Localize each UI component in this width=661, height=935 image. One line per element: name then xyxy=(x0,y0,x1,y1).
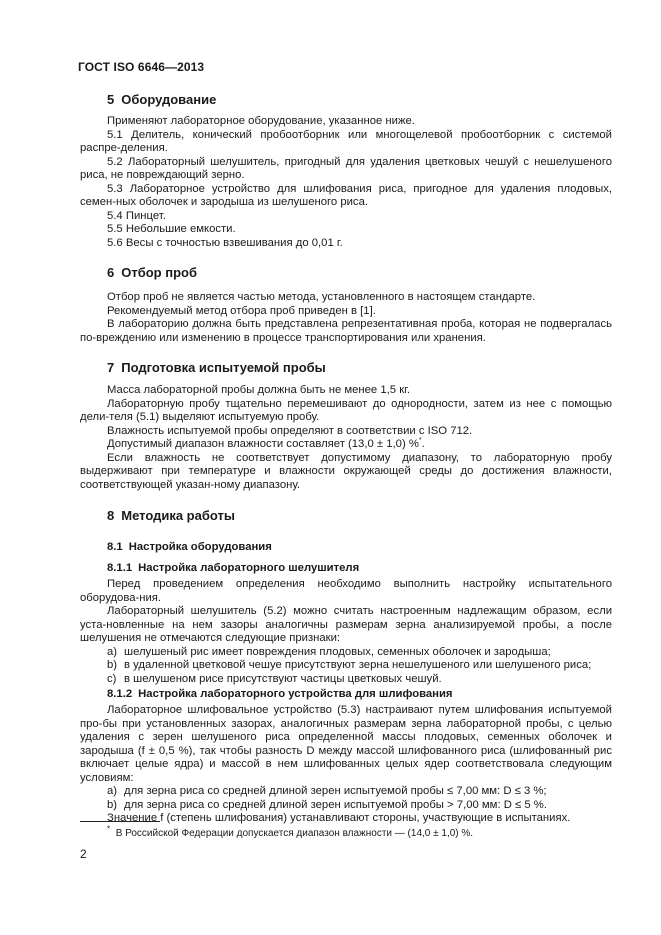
section-7-body xyxy=(80,384,612,492)
subsection-8-1-2-heading xyxy=(80,688,639,702)
list-text: шелушеный рис имеет повреждения плодовых, семенных оболочек и зародыша; xyxy=(124,645,551,658)
item-number: 5.3 xyxy=(107,182,123,195)
section-number: 8 xyxy=(107,508,115,523)
item-text: Лабораторное устройство для шлифования риса, пригодное для удаления плодовых, семен-ных оболочек и зародыша из шелушеного риса. xyxy=(80,182,613,208)
subsection-number: 8.1.1 xyxy=(107,562,133,574)
list-item xyxy=(80,785,612,799)
list-item-5-6 xyxy=(80,237,612,251)
footnote-mark: * xyxy=(107,824,111,834)
paragraph: Лабораторную пробу тщательно перемешивают до однородности, затем из нее с помощью дели-теля (5.1) выделяют испытуемую пробу. xyxy=(80,397,612,423)
footnote-divider xyxy=(80,821,160,822)
item-number: 5.5 xyxy=(107,223,123,235)
list-text: для зерна риса со средней длиной зерен испытуемой пробы > 7,00 мм: D ≤ 5 %. xyxy=(124,798,547,811)
section-number: 6 xyxy=(107,265,115,280)
list-marker: a) xyxy=(107,645,118,658)
paragraph: Лабораторный шелушитель (5.2) можно считать настроенным надлежащим образом, если уста-новленные на нем зазоры аналогичны размерам зерна анализируемой пробы, а после шелушения не отмечаются следующие признаки: xyxy=(80,605,612,644)
paragraph-end: . xyxy=(421,438,425,450)
paragraph: В лабораторию должна быть представлена репрезентативная проба, которая не подвергалась по-вреждению или изменению в процессе транспортирования или хранения. xyxy=(80,318,612,344)
item-number: 5.1 xyxy=(107,128,123,141)
item-text: Весы с точностью взвешивания до 0,01 г. xyxy=(125,236,343,249)
list-item xyxy=(80,799,612,813)
footnote-text: В Российской Федерации допускается диапазон влажности — (14,0 ± 1,0) %. xyxy=(115,828,474,839)
document-header: ГОСТ ISO 6646—2013 xyxy=(78,60,205,74)
item-number: 5.2 xyxy=(107,155,123,168)
subsection-8-1-1-heading xyxy=(80,562,639,576)
subsection-8-1-1-body xyxy=(80,578,612,686)
subsection-8-1-2-body xyxy=(80,704,612,826)
list-item xyxy=(80,646,612,660)
section-7-heading xyxy=(80,361,639,375)
section-5-heading xyxy=(80,93,639,107)
section-title: Оборудование xyxy=(121,92,217,107)
footnote xyxy=(107,824,607,841)
item-text: Делитель, конический пробоотборник или многощелевой пробоотборник с системой распре-деления. xyxy=(80,128,612,154)
list-marker: b) xyxy=(107,659,118,671)
list-marker: a) xyxy=(107,785,118,797)
paragraph: Масса лабораторной пробы должна быть не менее 1,5 кг. xyxy=(107,384,411,396)
list-item-5-3 xyxy=(80,183,612,210)
section-6-heading xyxy=(80,266,639,280)
paragraph: Перед проведением определения необходимо выполнить настройку испытательного оборудова-ния. xyxy=(80,578,612,604)
subsection-number: 8.1 xyxy=(107,541,123,553)
page-number: 2 xyxy=(80,847,87,861)
subsection-title: Настройка лабораторного шелушителя xyxy=(138,562,360,574)
paragraph xyxy=(80,438,612,452)
paragraph: Влажность испытуемой пробы определяют в соответствии с ISO 712. xyxy=(107,424,473,437)
subsection-number: 8.1.2 xyxy=(107,688,133,700)
section-number: 7 xyxy=(107,360,115,375)
paragraph: Отбор проб не является частью метода, установленного в настоящем стандарте. xyxy=(107,291,536,303)
section-title: Отбор проб xyxy=(121,265,197,280)
item-text: Небольшие емкости. xyxy=(125,223,236,235)
paragraph: Значение f (степень шлифования) устанавливают стороны, участвующие в испытаниях. xyxy=(107,812,571,824)
subsection-title: Настройка оборудования xyxy=(128,541,272,553)
list-item-5-4 xyxy=(80,210,612,224)
list-item-5-5 xyxy=(80,223,612,237)
subsection-8-1-heading xyxy=(80,541,639,555)
paragraph: Если влажность не соответствует допустимому диапазону, то лабораторную пробу выдерживают при температуре и влажности окружающей среды до достижения влажности, соответствующей указан-ному диапазону. xyxy=(80,451,612,491)
section-number: 5 xyxy=(107,92,115,107)
list-item xyxy=(80,673,612,687)
section-6-body xyxy=(80,291,612,345)
subsection-title: Настройка лабораторного устройства для шлифования xyxy=(138,688,453,700)
section-8-heading xyxy=(80,509,639,523)
section-title: Подготовка испытуемой пробы xyxy=(121,360,326,375)
list-text: для зерна риса со средней длиной зерен испытуемой пробы ≤ 7,00 мм: D ≤ 3 %; xyxy=(124,785,547,797)
paragraph: Лабораторное шлифовальное устройство (5.3) настраивают путем шлифования испытуемой про-бы при установленных зазорах, аналогичных размерам зерна лабораторной пробы, с целью удаления с зерен шелушеного риса определенной массы плодовых, семенных оболочек и зародыша (f ± 0,5 %), так чтобы разность D между массой шлифованного риса (шлифованный рис включает целые ядра) и массой в нем шлифованных целых ядер соответствовала следующим условиям: xyxy=(80,704,612,784)
paragraph: Применяют лабораторное оборудование, указанное ниже. xyxy=(107,115,415,127)
section-5-body xyxy=(80,115,612,250)
item-text: Пинцет. xyxy=(125,209,166,222)
list-item xyxy=(80,659,612,673)
paragraph: Рекомендуемый метод отбора проб приведен в [1]. xyxy=(107,304,376,317)
item-number: 5.6 xyxy=(107,236,123,249)
item-text: Лабораторный шелушитель, пригодный для удаления цветковых чешуй с нешелушеного риса, не повреждающий зерно. xyxy=(80,155,612,181)
list-marker: c) xyxy=(107,672,117,685)
list-marker: b) xyxy=(107,798,118,811)
footnote-reference[interactable]: * xyxy=(418,437,422,445)
paragraph-text: Допустимый диапазон влажности составляет (13,0 ± 1,0) % xyxy=(107,438,419,450)
list-item-5-2 xyxy=(80,156,612,183)
list-text: в шелушеном рисе присутствуют частицы цветковых чешуй. xyxy=(124,672,442,685)
list-text: в удаленной цветковой чешуе присутствуют зерна нешелушеного или шелушеного риса; xyxy=(124,659,592,671)
list-item-5-1 xyxy=(80,129,612,156)
item-number: 5.4 xyxy=(107,209,123,222)
section-title: Методика работы xyxy=(121,508,235,523)
